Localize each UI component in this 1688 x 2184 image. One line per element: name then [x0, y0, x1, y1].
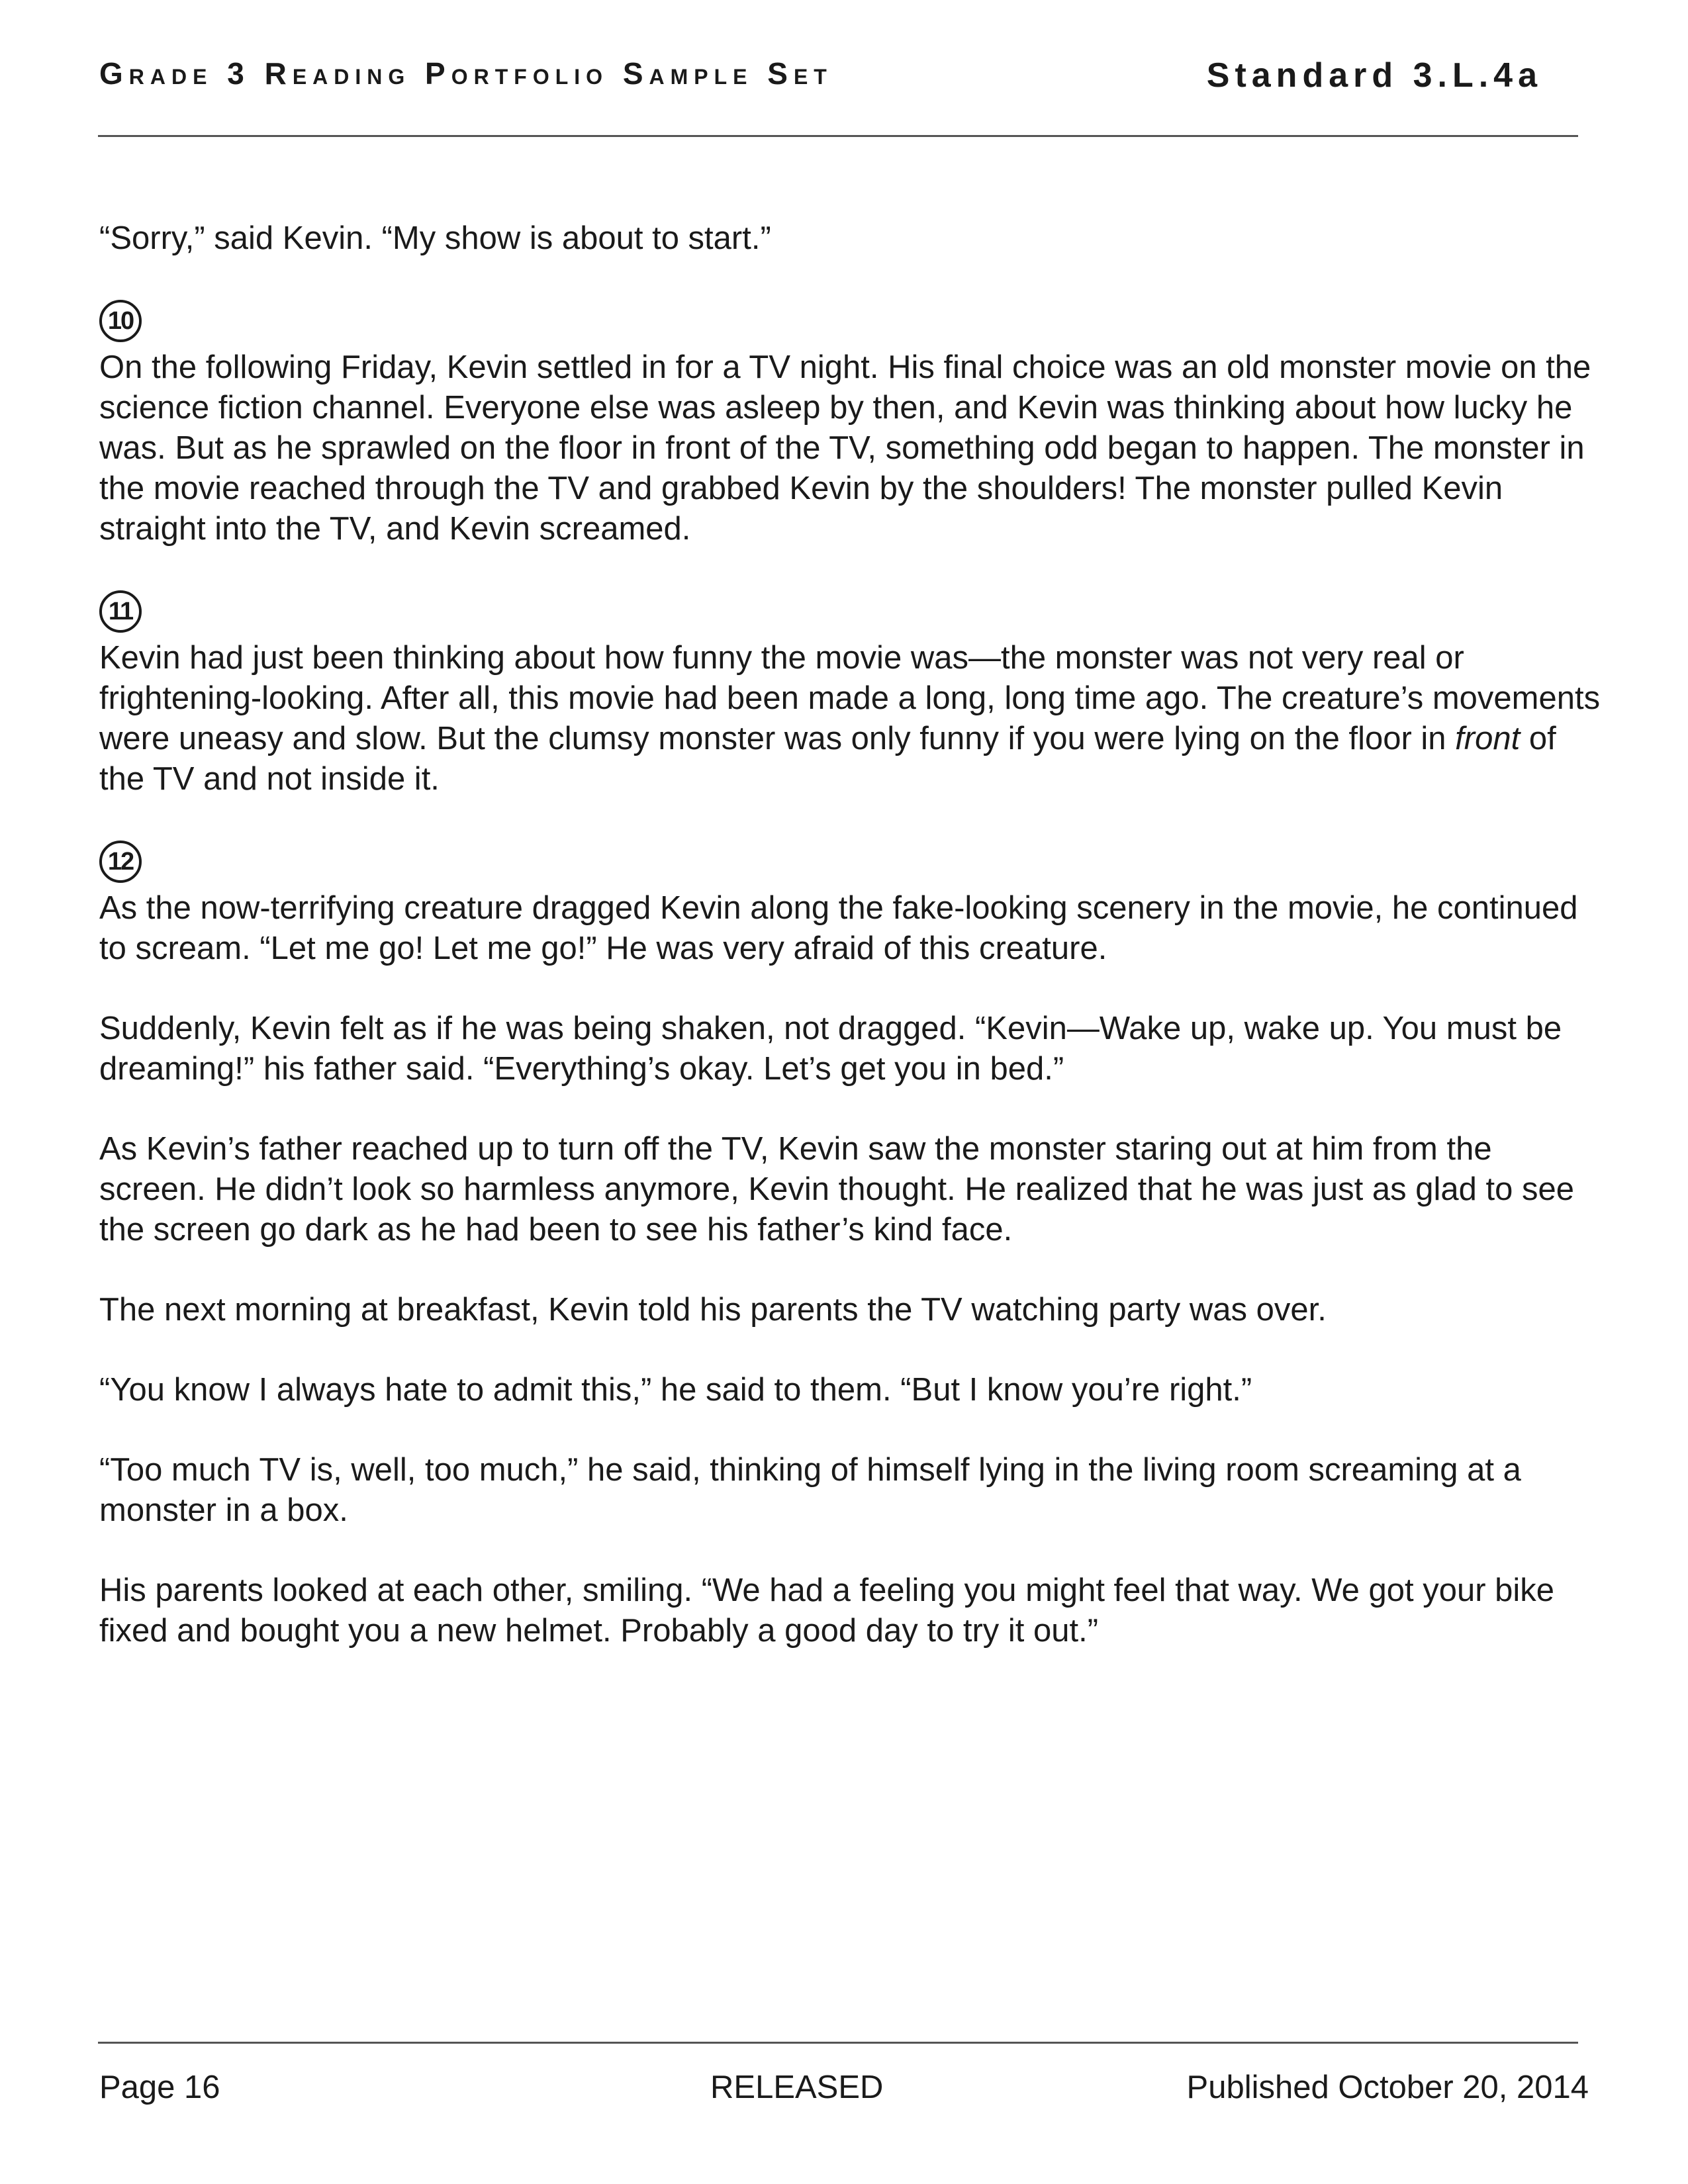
paragraph-10	[99, 298, 1602, 549]
paragraph: As Kevin’s father reached up to turn off the TV, Kevin saw the monster staring out at him from the screen. He didn’t look so harmless anymore, Kevin thought. He realized that he was just as glad to see the screen go dark as he had been to see his father’s kind face.	[99, 1131, 1574, 1248]
paragraph-11	[99, 589, 1602, 799]
release-status: RELEASED	[710, 2070, 884, 2105]
paragraph-text-part: of the TV and not inside it.	[99, 721, 1556, 797]
paragraph: “Too much TV is, well, too much,” he said, thinking of himself lying in the living room screaming at a monster in a box.	[99, 1452, 1521, 1528]
document-title: Grade 3 Reading Portfolio Sample Set	[99, 56, 833, 91]
passage-body	[99, 218, 1602, 1691]
paragraph: “You know I always hate to admit this,” he said to them. “But I know you’re right.”	[99, 1372, 1252, 1408]
paragraph-text-part: Kevin had just been thinking about how funny the movie was—the monster was not very real or frightening-looking. After all, this movie had been made a long, long time ago. The creature’s movements were uneasy and slow. But the clumsy monster was only funny if you were lying on the floor in	[99, 640, 1601, 756]
standard-code: Standard 3.L.4a	[1206, 56, 1542, 95]
paragraph: Suddenly, Kevin felt as if he was being shaken, not dragged. “Kevin—Wake up, wake up. You must be dreaming!” his father said. “Everything’s okay. Let’s get you in bed.”	[99, 1011, 1562, 1087]
footer-divider	[98, 2042, 1578, 2044]
page-header	[99, 56, 1542, 103]
emphasized-word: front	[1455, 721, 1521, 756]
header-divider	[98, 135, 1578, 137]
paragraph-text: As the now-terrifying creature dragged Kevin along the fake-looking scenery in the movie, he continued to scream. “Let me go! Let me go!” He was very afraid of this creature.	[99, 890, 1578, 966]
paragraph-12	[99, 839, 1602, 969]
paragraph: His parents looked at each other, smiling. “We had a feeling you might feel that way. We got your bike fixed and bought you a new helmet. Probably a good day to try it out.”	[99, 1572, 1555, 1649]
published-date: Published October 20, 2014	[1186, 2070, 1589, 2105]
page-number: Page 16	[99, 2070, 220, 2105]
paragraph: The next morning at breakfast, Kevin told his parents the TV watching party was over.	[99, 1292, 1327, 1328]
paragraph-number-badge: 12	[99, 841, 142, 883]
paragraph-text	[99, 638, 1602, 799]
paragraph-number-badge: 10	[99, 300, 142, 342]
intro-paragraph: “Sorry,” said Kevin. “My show is about to start.”	[99, 220, 771, 256]
paragraph-number-badge: 11	[99, 590, 142, 633]
paragraph-text: On the following Friday, Kevin settled in for a TV night. His final choice was an old monster movie on the science fiction channel. Everyone else was asleep by then, and Kevin was thinking about how lucky he was. But as he sprawled on the floor in front of the TV, something odd began to happen. The monster in the movie reached through the TV and grabbed Kevin by the shoulders! The monster pulled Kevin straight into the TV, and Kevin screamed.	[99, 349, 1591, 547]
